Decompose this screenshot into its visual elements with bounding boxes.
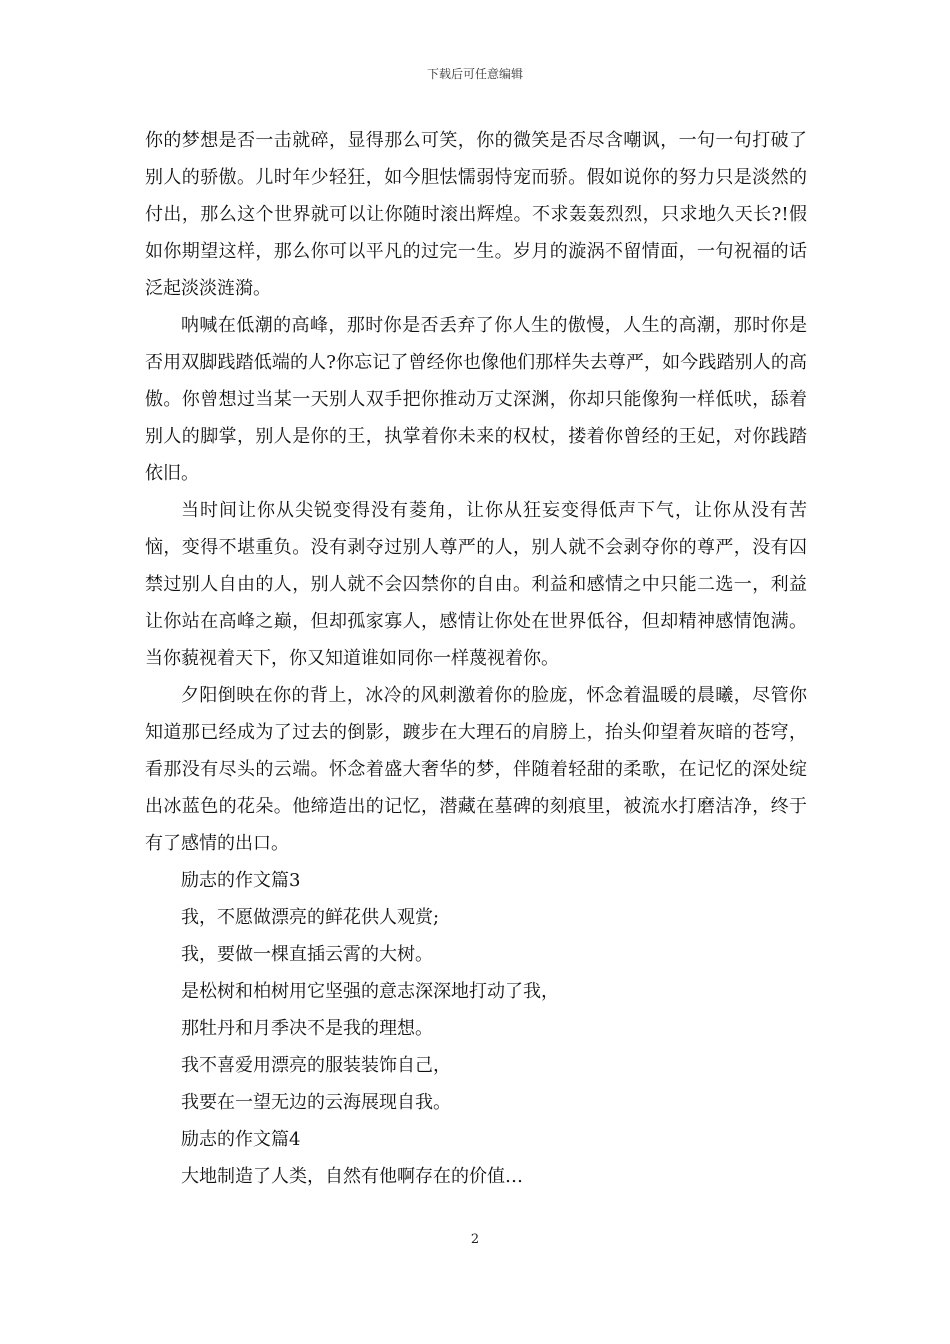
page-header: 下载后可任意编辑 <box>426 67 523 81</box>
document-body <box>145 122 807 1195</box>
poem-line: 我要在一望无边的云海展现自我。 <box>181 1092 451 1113</box>
poem-line: 是松树和柏树用它坚强的意志深深地打动了我， <box>181 981 559 1002</box>
paragraph: 你的梦想是否一击就碎，显得那么可笑，你的微笑是否尽含嘲讽，一句一句打破了别人的骄傲。儿时年少轻狂，如今胆怯懦弱恃宠而骄。假如说你的努力只是淡然的付出，那么这个世界就可以让你随时滚出辉煌。不求轰轰烈烈，只求地久天长?!假如你期望这样，那么你可以平凡的过完一生。岁月的漩涡不留情面，一句祝福的话泛起淡淡涟漪。 <box>145 130 807 299</box>
poem-line: 我，要做一棵直插云霄的大树。 <box>181 944 433 965</box>
paragraph: 呐喊在低潮的高峰，那时你是否丢弃了你人生的傲慢，人生的高潮，那时你是否用双脚践踏低端的人?你忘记了曾经你也像他们那样失去尊严，如今践踏别人的高傲。你曾想过当某一天别人双手把你推动万丈深渊，你却只能像狗一样低吠，舔着别人的脚掌，别人是你的王，执掌着你未来的权杖，搂着你曾经的王妃，对你践踏依旧。 <box>145 315 807 484</box>
section-heading: 励志的作文篇4 <box>181 1129 301 1150</box>
page-number: 2 <box>470 1232 480 1247</box>
body-line: 大地制造了人类，自然有他啊存在的价值… <box>181 1166 523 1187</box>
poem-line: 我，不愿做漂亮的鲜花供人观赏; <box>181 907 440 928</box>
paragraph: 夕阳倒映在你的背上，冰冷的风刺激着你的脸庞，怀念着温暖的晨曦，尽管你知道那已经成为了过去的倒影，踱步在大理石的肩膀上，抬头仰望着灰暗的苍穹，看那没有尽头的云端。怀念着盛大奢华的梦，伴随着轻甜的柔歌，在记忆的深处绽出冰蓝色的花朵。他缔造出的记忆，潜藏在墓碑的刻痕里，被流水打磨洁净，终于有了感情的出口。 <box>145 685 807 854</box>
paragraph: 当时间让你从尖锐变得没有菱角，让你从狂妄变得低声下气，让你从没有苦恼，变得不堪重负。没有剥夺过别人尊严的人，别人就不会剥夺你的尊严，没有囚禁过别人自由的人，别人就不会囚禁你的自由。利益和感情之中只能二选一，利益让你站在高峰之巅，但却孤家寡人，感情让你处在世界低谷，但却精神感情饱满。当你藐视着天下，你又知道谁如同你一样蔑视着你。 <box>145 500 807 669</box>
poem-line: 那牡丹和月季决不是我的理想。 <box>181 1018 433 1039</box>
section-heading: 励志的作文篇3 <box>181 870 301 891</box>
poem-line: 我不喜爱用漂亮的服装装饰自己， <box>181 1055 451 1076</box>
